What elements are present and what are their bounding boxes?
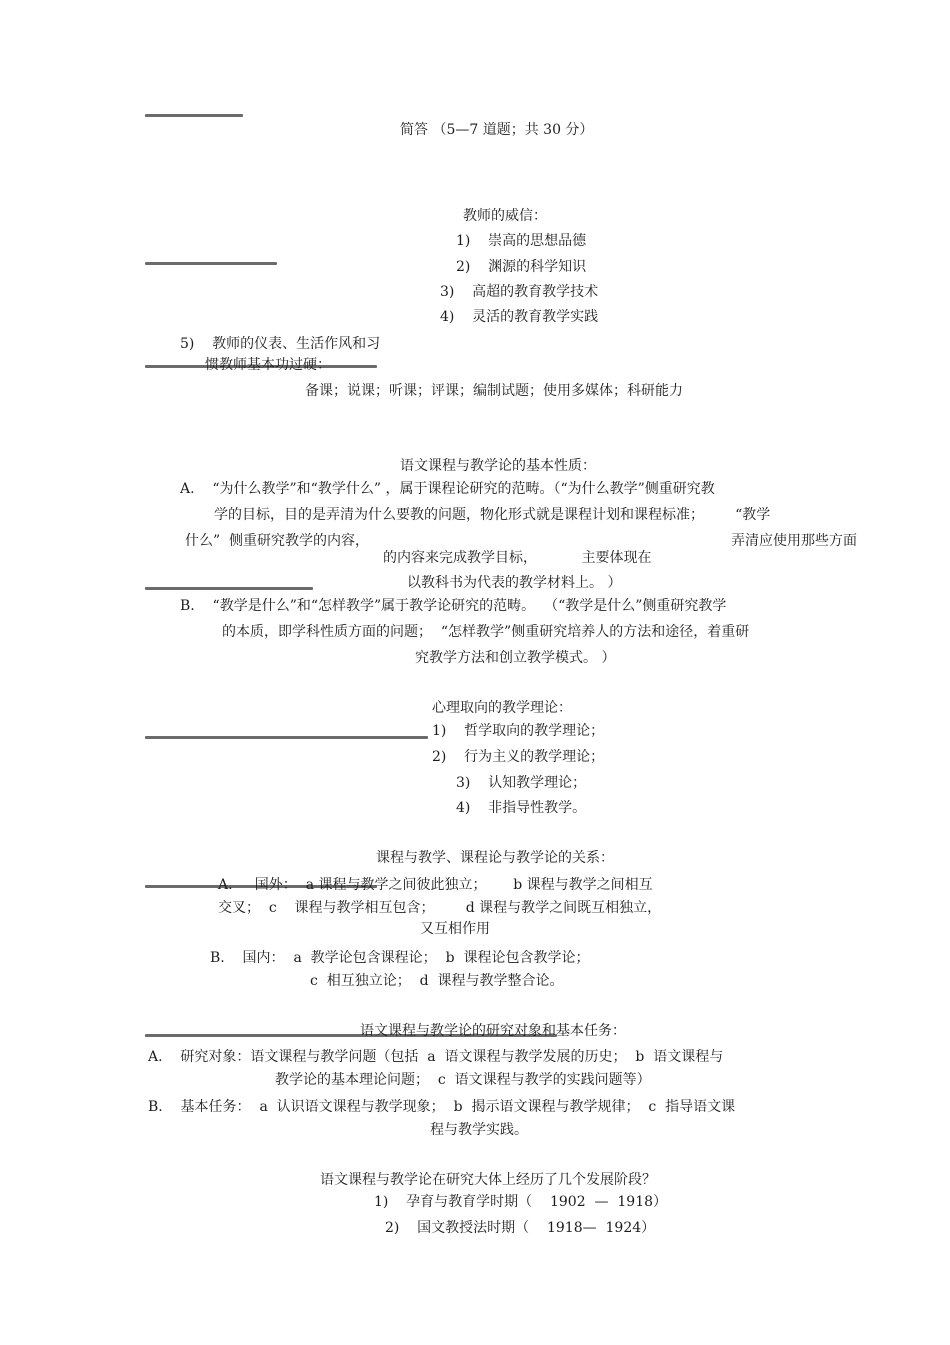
text-line: 的内容来完成教学目标， 主要体现在 [383, 550, 652, 566]
section-title: 语文课程与教学论的研究对象和基本任务： [360, 1023, 626, 1039]
text-line: 又互相作用 [420, 921, 490, 937]
text-line: 交叉； c 课程与教学相互包含； d 课程与教学之间既互相独立， [218, 900, 662, 916]
list-item: 2) 渊源的科学知识 [456, 259, 587, 275]
list-item: 2) 行为主义的教学理论； [432, 749, 605, 765]
list-item: 1) 崇高的思想品德 [456, 233, 587, 249]
text-line: B. “教学是什么”和“怎样教学”属于教学论研究的范畴。 （“教学是什么”侧重研究教学 [180, 598, 727, 614]
text-line: A. 研究对象：语文课程与教学问题（包括 a 语文课程与教学发展的历史； b 语文课程与 [148, 1049, 724, 1065]
text-line: A. 国外： a 课程与教学之间彼此独立； b 课程与教学之间相互 [218, 877, 653, 893]
text-line: 程与教学实践。 [430, 1122, 528, 1138]
divider-rule [145, 114, 243, 117]
text-line: 学的目标，目的是弄清为什么要教的问题，物化形式就是课程计划和课程标准； “教学 [214, 507, 771, 523]
list-item: 3) 认知教学理论； [456, 775, 587, 791]
text-line: 弄清应使用那些方面 [731, 533, 857, 549]
divider-rule [145, 587, 313, 590]
text-line: 什么” 侧重研究教学的内容， [185, 533, 370, 549]
text-line: c 相互独立论； d 课程与教学整合论。 [310, 973, 564, 989]
text-line: 惯教师基本功过硬： [205, 357, 331, 373]
list-item: 4) 灵活的教育教学实践 [440, 309, 599, 325]
page-title: 简答 （5—7 道题；共 30 分） [400, 122, 594, 138]
text-line: A. “为什么教学”和“教学什么” ，属于课程论研究的范畴。（“为什么教学”侧重研究教 [180, 481, 715, 497]
text-line: 究教学方法和创立教学模式。 ） [415, 650, 616, 666]
list-item: 1) 孕育与教育学时期（ 1902 — 1918） [374, 1194, 668, 1210]
section-title: 语文课程与教学论的基本性质： [400, 458, 596, 474]
section-title: 课程与教学、课程论与教学论的关系： [376, 850, 614, 866]
section-title: 心理取向的教学理论： [432, 700, 572, 716]
text-line: 以教科书为代表的教学材料上。 ） [407, 575, 622, 591]
section-title: 教师的威信： [463, 208, 547, 224]
list-item: 5) 教师的仪表、生活作风和习 [180, 336, 381, 352]
list-item: 2) 国文教授法时期（ 1918— 1924） [385, 1220, 656, 1236]
divider-rule [145, 736, 428, 739]
text-line: 教学论的基本理论问题； c 语文课程与教学的实践问题等） [275, 1072, 651, 1088]
list-item: 3) 高超的教育教学技术 [440, 284, 599, 300]
list-item: 4) 非指导性教学。 [456, 800, 587, 816]
text-line: 的本质，即学科性质方面的问题； “怎样教学”侧重研究培养人的方法和途径，着重研 [222, 624, 750, 640]
text-line: 备课；说课；听课；评课；编制试题；使用多媒体；科研能力 [305, 383, 683, 399]
list-item: 1) 哲学取向的教学理论； [432, 723, 605, 739]
divider-rule [145, 262, 277, 265]
section-title: 语文课程与教学论在研究大体上经历了几个发展阶段？ [320, 1172, 656, 1188]
text-line: B. 基本任务： a 认识语文课程与教学现象； b 揭示语文课程与教学规律； c 指导语文课 [148, 1099, 736, 1115]
text-line: B. 国内： a 教学论包含课程论； b 课程论包含教学论； [210, 950, 590, 966]
